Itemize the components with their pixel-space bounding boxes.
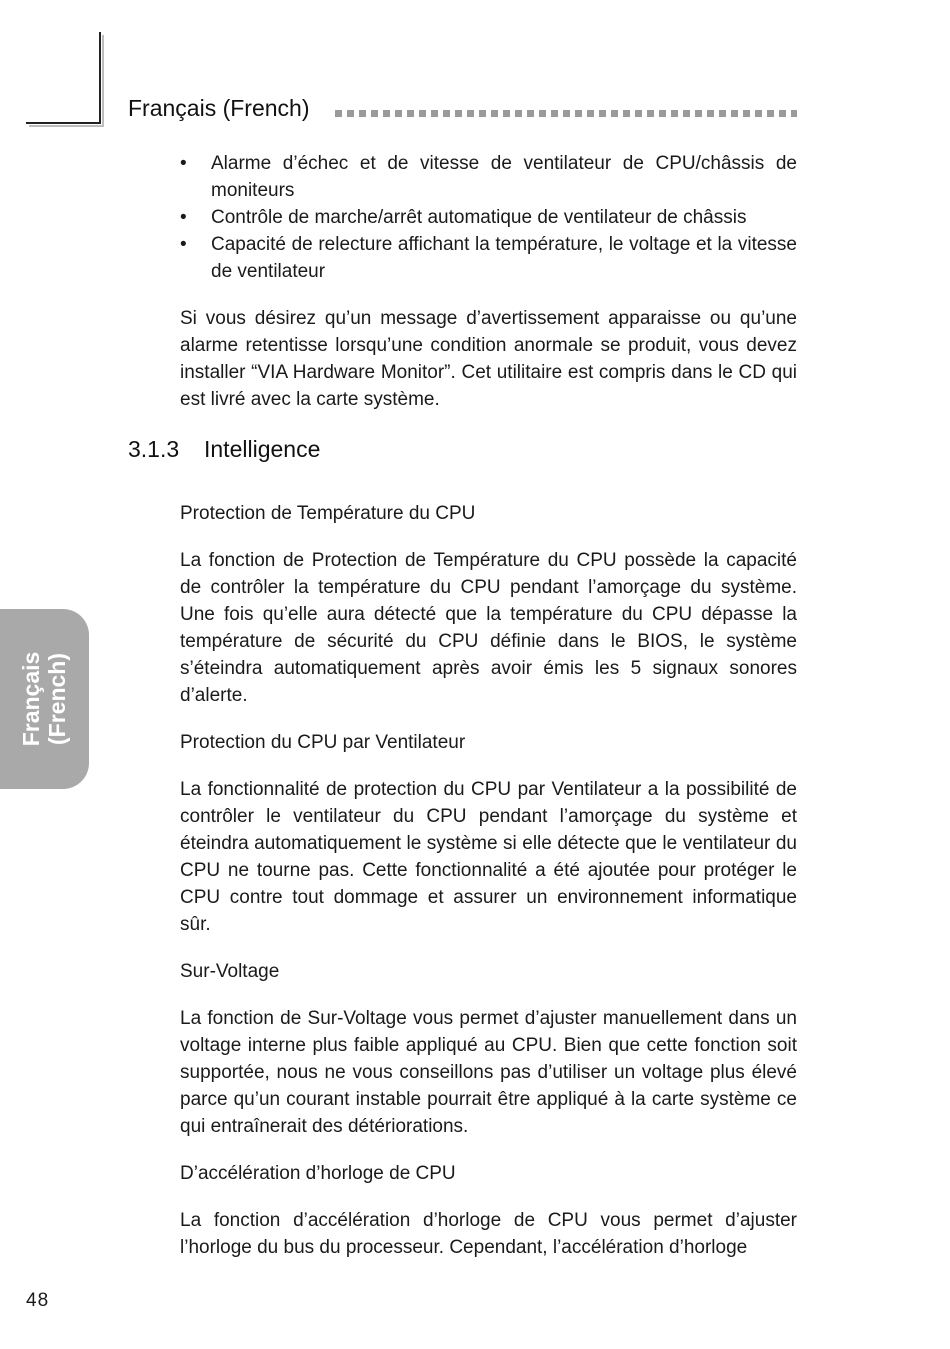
intro-paragraph: Si vous désirez qu’un message d’avertissement apparaisse ou qu’une alarme retentisse lorsqu’une condition anormale se produit, vous devez installer “VIA Hardware Monitor”. Cet utilitaire est compris dans le CD qui est livré avec la carte système. xyxy=(180,308,797,410)
page-number: 48 xyxy=(26,1290,50,1311)
subsection-body-cpu-fan: La fonctionnalité de protection du CPU par Ventilateur a la possibilité de contrôler le ventilateur du CPU pendant l’amorçage du système et éteindra automatiquement le système si elle détecte que le ventilateur du CPU ne tourne pas. Cette fonctionnalité a été ajoutée pour protéger le CPU contre tout dommage et assurer un environnement informatique sûr. xyxy=(180,779,797,935)
feature-bullet-list xyxy=(180,150,797,285)
subsection-body-overvoltage: La fonction de Sur-Voltage vous permet d’ajuster manuellement dans un voltage interne plus faible appliqué au CPU. Bien que cette fonction soit supportée, nous ne vous conseillons pas d’utiliser un voltage plus élevé parce qu’un courant instable pourrait être appliqué à la carte système ce qui entraînerait des détériorations. xyxy=(180,1008,797,1137)
section-number: 3.1.3 xyxy=(128,436,180,462)
language-side-tab xyxy=(0,609,89,789)
bullet-item: • Capacité de relecture affichant la température, le voltage et la vitesse de ventilateur xyxy=(180,231,797,285)
subsection-body-cpu-temperature: La fonction de Protection de Température du CPU possède la capacité de contrôler la température du CPU pendant l’amorçage du système. Une fois qu’elle aura détecté que la température du CPU dépasse la température de sécurité du CPU définie dans le BIOS, le système s’éteindra automatiquement après avoir émis les 5 signaux sonores d’alerte. xyxy=(180,550,797,706)
section-title-text: Intelligence xyxy=(204,436,321,462)
section-heading xyxy=(128,433,320,465)
running-header-title: Français (French) xyxy=(128,95,310,121)
subsection-heading-cpu-fan: Protection du CPU par Ventilateur xyxy=(180,732,466,753)
side-tab-line-2: (French) xyxy=(44,653,70,746)
header-dotted-rule xyxy=(335,110,797,117)
subsection-heading-cpu-clock: D’accélération d’horloge de CPU xyxy=(180,1163,456,1184)
bullet-item: • Contrôle de marche/arrêt automatique de ventilateur de châssis xyxy=(180,204,797,231)
side-tab-label xyxy=(18,652,70,747)
subsection-heading-overvoltage: Sur-Voltage xyxy=(180,961,280,982)
page-content xyxy=(180,150,797,1261)
corner-mark-horizontal xyxy=(26,122,101,124)
subsection-body-cpu-clock: La fonction d’accélération d’horloge de CPU vous permet d’ajuster l’horloge du bus du processeur. Cependant, l’accélération d’horloge xyxy=(180,1210,797,1258)
bullet-item: • Alarme d’échec et de vitesse de ventilateur de CPU/châssis de moniteurs xyxy=(180,150,797,204)
subsection-heading-cpu-temperature: Protection de Température du CPU xyxy=(180,503,476,524)
side-tab-line-1: Français xyxy=(18,651,44,747)
corner-mark-vertical xyxy=(99,32,101,124)
